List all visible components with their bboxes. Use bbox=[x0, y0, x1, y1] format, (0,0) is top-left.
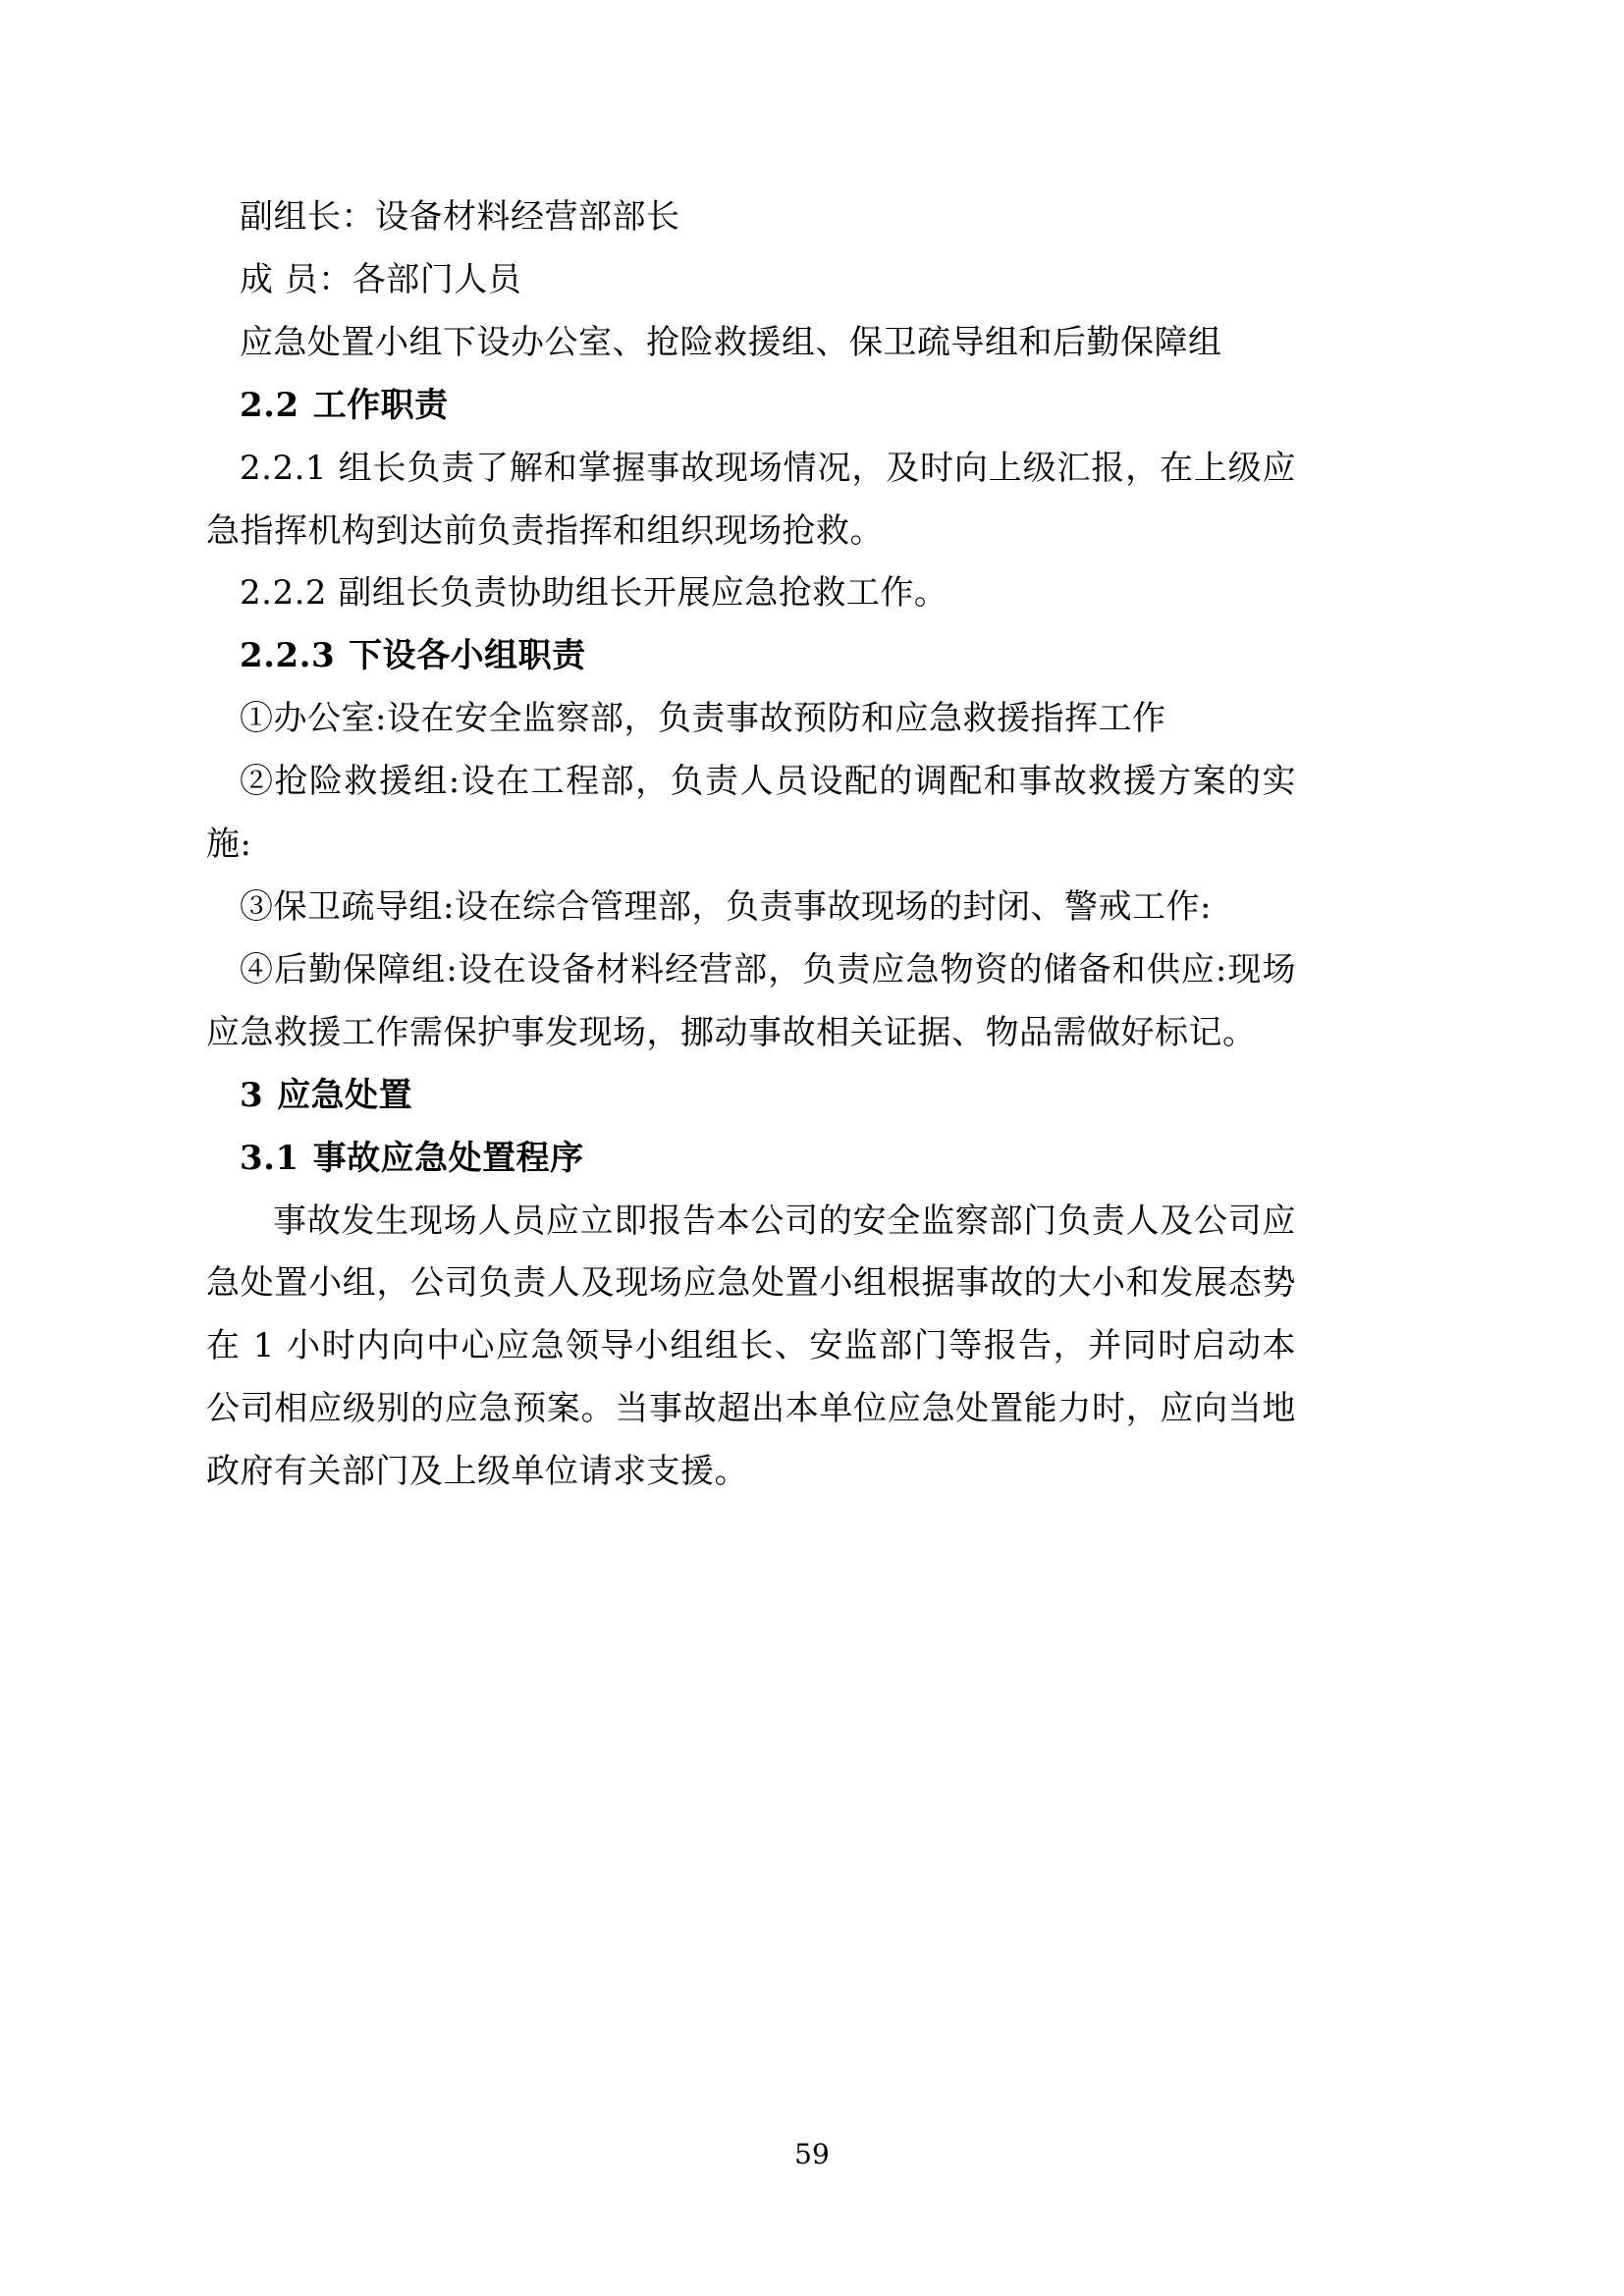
paragraph-members: 成 员：各部门人员 bbox=[240, 259, 522, 299]
paragraph-2-2-1: 2.2.1 组长负责了解和掌握事故现场情况，及时向上级汇报，在上级应急指挥机构到达前负责指挥和组织现场抢救。 bbox=[206, 448, 1296, 551]
paragraph-emergency-procedure: 事故发生现场人员应立即报告本公司的安全监察部门负责人及公司应急处置小组，公司负责人及现场应急处置小组根据事故的大小和发展态势在 1 小时内向中心应急领导小组组长、安监部门等报告，并同时启动本公司相应级别的应急预案。当事故超出本单位应急处置能力时，应向当地政府有关部门及上级单位请求支援。 bbox=[206, 1201, 1296, 1492]
heading-3-1-label: 事故应急处置程序 bbox=[312, 1138, 584, 1178]
paragraph-logistics-group: ④后勤保障组:设在设备材料经营部，负责应急物资的储备和供应:现场应急救援工作需保护事发现场，挪动事故相关证据、物品需做好标记。 bbox=[206, 949, 1296, 1052]
paragraph-deputy-leader: 副组长：设备材料经营部部长 bbox=[240, 197, 680, 237]
paragraph-rescue-group: ②抢险救援组:设在工程部，负责人员设配的调配和事故救援方案的实施: bbox=[206, 762, 1296, 865]
heading-2-2-label: 工作职责 bbox=[312, 385, 449, 425]
heading-3-number: 3 bbox=[240, 1075, 264, 1115]
paragraph-subgroups: 应急处置小组下设办公室、抢险救援组、保卫疏导组和后勤保障组 bbox=[240, 322, 1222, 362]
paragraph-security-group: ③保卫疏导组:设在综合管理部，负责事故现场的封闭、警戒工作: bbox=[240, 886, 1212, 927]
heading-2-2 bbox=[206, 375, 1296, 438]
heading-3-1 bbox=[206, 1128, 1296, 1191]
paragraph-2-2-2: 2.2.2 副组长负责协助组长开展应急抢救工作。 bbox=[240, 573, 948, 614]
heading-2-2-3 bbox=[206, 625, 1296, 688]
document-body bbox=[206, 187, 1296, 1504]
heading-2-2-3-number: 2.2.3 bbox=[240, 636, 336, 676]
heading-3 bbox=[206, 1065, 1296, 1128]
heading-3-label: 应急处置 bbox=[277, 1075, 413, 1115]
heading-3-1-number: 3.1 bbox=[240, 1138, 299, 1178]
page-number: 59 bbox=[794, 2138, 830, 2170]
heading-2-2-3-label: 下设各小组职责 bbox=[349, 636, 586, 676]
paragraph-office-group: ①办公室:设在安全监察部，负责事故预防和应急救援指挥工作 bbox=[240, 699, 1166, 739]
heading-2-2-number: 2.2 bbox=[240, 385, 299, 425]
